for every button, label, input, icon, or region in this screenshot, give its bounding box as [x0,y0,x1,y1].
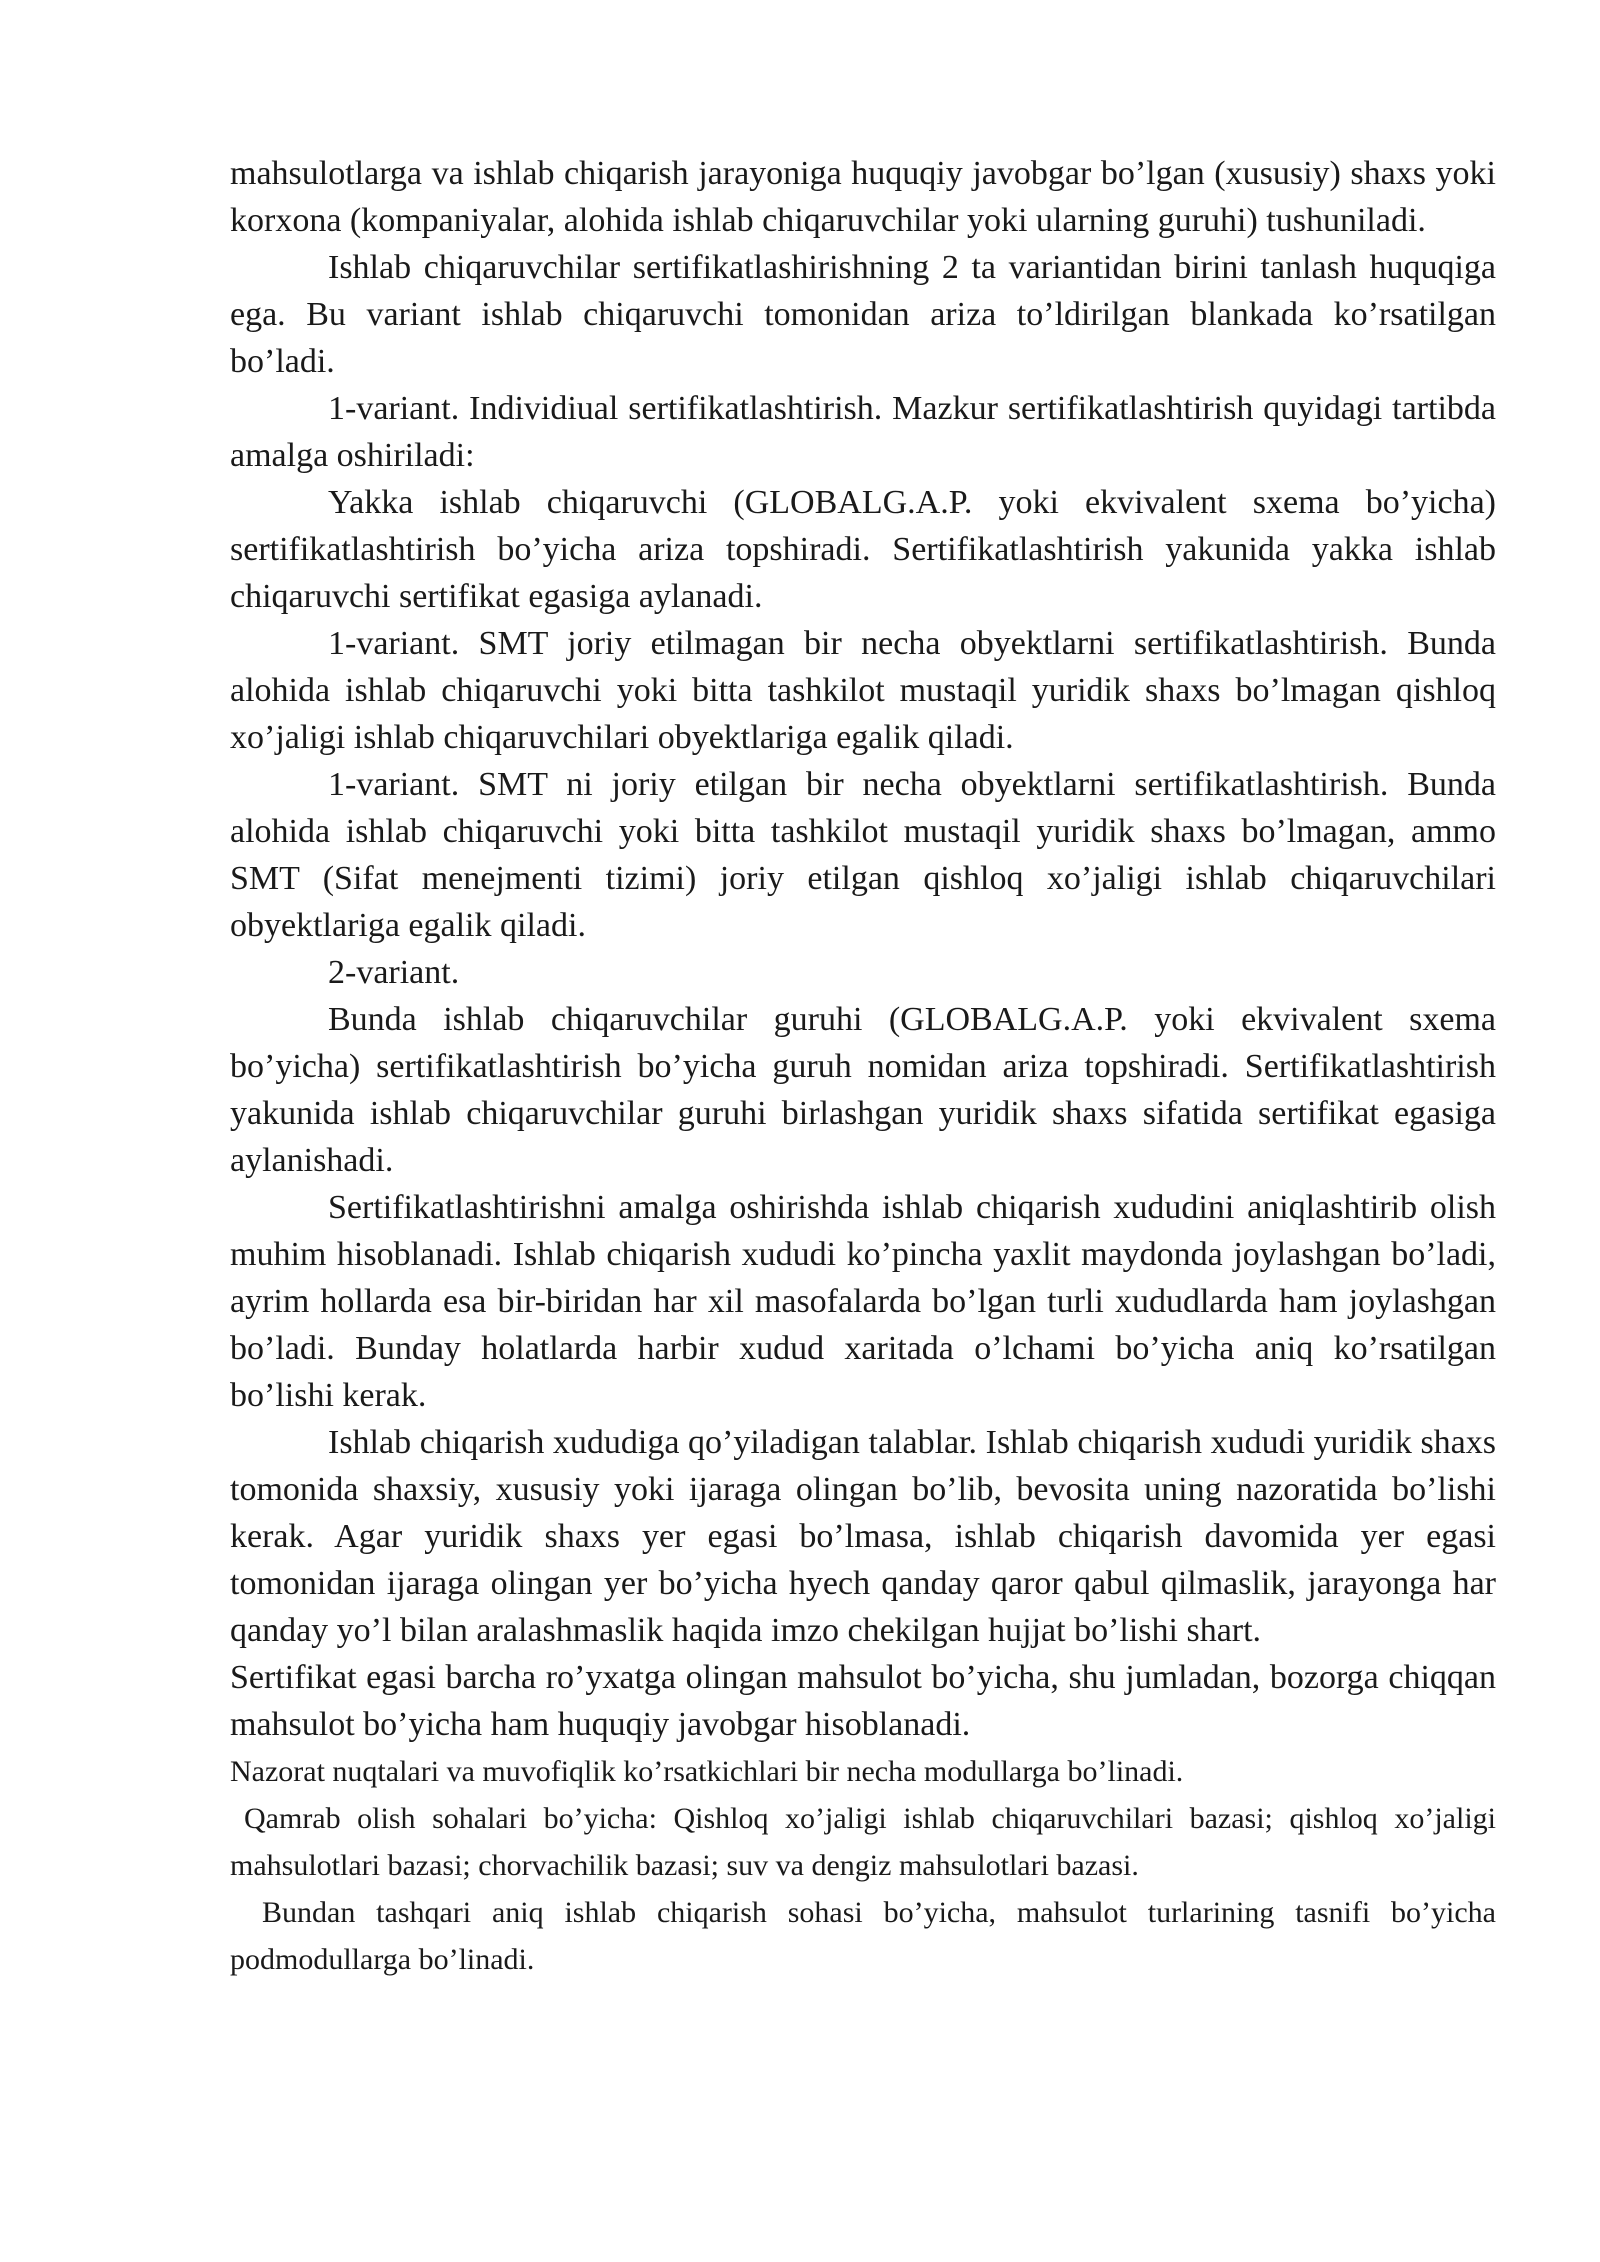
document-page [230,150,1496,1983]
paragraph-control-points: Nazorat nuqtalari va muvofiqlik ko’rsatkichlari bir necha modullarga bo’linadi. [230,1755,1184,1788]
paragraph-producer-group: Bunda ishlab chiqaruvchilar guruhi (GLOBALG.A.P. yoki ekvivalent sxema bo’yicha) sertifikatlashtirish bo’yicha guruh nomidan ariza topshiradi. Sertifikatlashtirish yakunida ishlab chiqaruvchilar guruhi birlashgan yuridik shaxs sifatida sertifikat egasiga aylanishadi. [230,1001,1496,1179]
paragraph-two-variants: Ishlab chiqaruvchilar sertifikatlashirishning 2 ta variantidan birini tanlash huquqiga ega. Bu variant ishlab chiqaruvchi tomonidan ariza to’ldirilgan blankada ko’rsatilgan bo’ladi. [230,249,1496,380]
paragraph-variant-1-individual: 1-variant. Individiual sertifikatlashtirish. Mazkur sertifikatlashtirish quyidagi tartibda amalga oshiriladi: [230,390,1496,474]
paragraph-single-producer: Yakka ishlab chiqaruvchi (GLOBALG.A.P. yoki ekvivalent sxema bo’yicha) sertifikatlashtirish bo’yicha ariza topshiradi. Sertifikatlashtirish yakunida yakka ishlab chiqaruvchi sertifikat egasiga aylanadi. [230,484,1496,615]
paragraph-intro-continuation: mahsulotlarga va ishlab chiqarish jarayoniga huquqiy javobgar bo’lgan (xususiy) shaxs yoki korxona (kompaniyalar, alohida ishlab chiqaruvchilar yoki ularning guruhi) tushuniladi. [230,155,1496,239]
paragraph-territory-requirements: Ishlab chiqarish xududiga qo’yiladigan talablar. Ishlab chiqarish xududi yuridik shaxs tomonida shaxsiy, xususiy yoki ijaraga olingan bo’lib, bevosita uning nazoratida bo’lishi kerak. Agar yuridik shaxs yer egasi bo’lmasa, ishlab chiqarish davomida yer egasi tomonidan ijaraga olingan yer bo’yicha hyech qanday qaror qabul qilmaslik, jarayonga har qanday yo’l bilan aralashmaslik haqida imzo chekilgan hujjat bo’lishi shart. [230,1424,1496,1649]
paragraph-variant-2-heading: 2-variant. [328,954,460,991]
paragraph-certificate-holder: Sertifikat egasi barcha ro’yxatga olingan mahsulot bo’yicha, shu jumladan, bozorga chiqqan mahsulot bo’yicha ham huquqiy javobgar hisoblanadi. [230,1659,1496,1743]
paragraph-variant-1-with-smt: 1-variant. SMT ni joriy etilgan bir necha obyektlarni sertifikatlashtirish. Bunda alohida ishlab chiqaruvchi yoki bitta tashkilot mustaqil yuridik shaxs bo’lmagan, ammo SMT (Sifat menejmenti tizimi) joriy etilgan qishloq xo’jaligi ishlab chiqaruvchilari obyektlariga egalik qiladi. [230,766,1496,944]
paragraph-variant-1-without-smt: 1-variant. SMT joriy etilmagan bir necha obyektlarni sertifikatlashtirish. Bunda alohida ishlab chiqaruvchi yoki bitta tashkilot mustaqil yuridik shaxs bo’lmagan qishloq xo’jaligi ishlab chiqaruvchilari obyektlariga egalik qiladi. [230,625,1496,756]
paragraph-submodules: Bundan tashqari aniq ishlab chiqarish sohasi bo’yicha, mahsulot turlarining tasnifi bo’yicha podmodullarga bo’linadi. [230,1896,1496,1976]
paragraph-scope-areas: Qamrab olish sohalari bo’yicha: Qishloq xo’jaligi ishlab chiqaruvchilari bazasi; qishloq xo’jaligi mahsulotlari bazasi; chorvachilik bazasi; suv va dengiz mahsulotlari bazasi. [230,1802,1496,1882]
paragraph-production-territory: Sertifikatlashtirishni amalga oshirishda ishlab chiqarish xududini aniqlashtirib olish muhim hisoblanadi. Ishlab chiqarish xududi ko’pincha yaxlit maydonda joylashgan bo’ladi, ayrim hollarda esa bir-biridan har xil masofalarda bo’lgan turli xududlarda ham joylashgan bo’ladi. Bunday holatlarda harbir xudud xaritada o’lchami bo’yicha aniq ko’rsatilgan bo’lishi kerak. [230,1189,1496,1414]
